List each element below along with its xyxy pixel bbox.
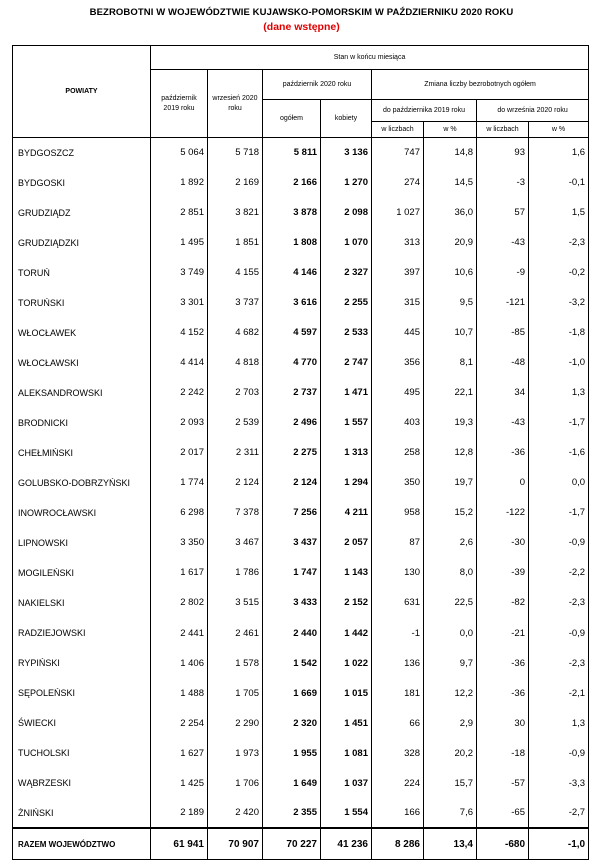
cell-d-l: 66 bbox=[372, 708, 424, 738]
cell-w2020: 2 420 bbox=[208, 798, 263, 828]
cell-p2019: 1 425 bbox=[151, 768, 208, 798]
header-do-wrzesnia-w-liczbach: w liczbach bbox=[477, 122, 529, 138]
cell-w2020: 3 737 bbox=[208, 288, 263, 318]
header-stan: Stan w końcu miesiąca bbox=[151, 46, 589, 70]
table-header bbox=[13, 46, 589, 138]
cell-m-p: 1,3 bbox=[529, 378, 589, 408]
cell-ogolem: 4 597 bbox=[263, 318, 321, 348]
cell-ogolem: 3 878 bbox=[263, 198, 321, 228]
cell-w2020: 2 311 bbox=[208, 438, 263, 468]
cell-kobiety: 1 294 bbox=[321, 468, 372, 498]
cell-ogolem: 7 256 bbox=[263, 498, 321, 528]
cell-name: WĄBRZESKI bbox=[13, 768, 151, 798]
cell-d-p: 20,2 bbox=[424, 738, 477, 768]
cell-m-l: -680 bbox=[477, 828, 529, 859]
cell-name: NAKIELSKI bbox=[13, 588, 151, 618]
cell-m-p: -2,1 bbox=[529, 678, 589, 708]
table-row bbox=[13, 378, 589, 408]
table-row bbox=[13, 138, 589, 168]
cell-m-p: -0,2 bbox=[529, 258, 589, 288]
cell-m-p: -0,9 bbox=[529, 618, 589, 648]
document-title: BEZROBOTNI W WOJEWÓDZTWIE KUJAWSKO-POMORSKIM W PAŹDZIERNIKU 2020 ROKU bbox=[89, 7, 514, 18]
cell-name: CHEŁMIŃSKI bbox=[13, 438, 151, 468]
cell-kobiety: 1 451 bbox=[321, 708, 372, 738]
cell-d-l: 350 bbox=[372, 468, 424, 498]
cell-name: BYDGOSKI bbox=[13, 168, 151, 198]
table-row bbox=[13, 588, 589, 618]
cell-m-p: 1,5 bbox=[529, 198, 589, 228]
cell-name: WŁOCŁAWSKI bbox=[13, 348, 151, 378]
cell-kobiety: 1 554 bbox=[321, 798, 372, 828]
cell-w2020: 2 703 bbox=[208, 378, 263, 408]
cell-w2020: 70 907 bbox=[208, 828, 263, 859]
cell-kobiety: 1 471 bbox=[321, 378, 372, 408]
cell-kobiety: 1 143 bbox=[321, 558, 372, 588]
cell-ogolem: 4 770 bbox=[263, 348, 321, 378]
cell-p2019: 2 254 bbox=[151, 708, 208, 738]
cell-p2019: 2 017 bbox=[151, 438, 208, 468]
cell-name: BRODNICKI bbox=[13, 408, 151, 438]
cell-d-l: 315 bbox=[372, 288, 424, 318]
cell-kobiety: 1 442 bbox=[321, 618, 372, 648]
cell-m-p: -2,3 bbox=[529, 228, 589, 258]
cell-m-p: -3,3 bbox=[529, 768, 589, 798]
cell-d-l: 87 bbox=[372, 528, 424, 558]
cell-m-l: -121 bbox=[477, 288, 529, 318]
cell-m-p: -0,9 bbox=[529, 738, 589, 768]
cell-p2019: 61 941 bbox=[151, 828, 208, 859]
cell-w2020: 7 378 bbox=[208, 498, 263, 528]
cell-m-p: -2,7 bbox=[529, 798, 589, 828]
cell-name: TORUŃSKI bbox=[13, 288, 151, 318]
cell-name: RAZEM WOJEWÓDZTWO bbox=[13, 828, 151, 859]
cell-d-l: 1 027 bbox=[372, 198, 424, 228]
table-row bbox=[13, 648, 589, 678]
cell-m-l: -36 bbox=[477, 678, 529, 708]
cell-kobiety: 2 747 bbox=[321, 348, 372, 378]
cell-w2020: 3 467 bbox=[208, 528, 263, 558]
cell-ogolem: 1 955 bbox=[263, 738, 321, 768]
cell-m-l: -21 bbox=[477, 618, 529, 648]
cell-ogolem: 2 124 bbox=[263, 468, 321, 498]
cell-kobiety: 1 557 bbox=[321, 408, 372, 438]
cell-kobiety: 3 136 bbox=[321, 138, 372, 168]
cell-ogolem: 2 355 bbox=[263, 798, 321, 828]
table-row bbox=[13, 618, 589, 648]
cell-ogolem: 2 166 bbox=[263, 168, 321, 198]
cell-m-l: -65 bbox=[477, 798, 529, 828]
header-do-pazdziernika-w-procent: w % bbox=[424, 122, 477, 138]
cell-ogolem: 2 496 bbox=[263, 408, 321, 438]
cell-ogolem: 2 320 bbox=[263, 708, 321, 738]
cell-d-p: 7,6 bbox=[424, 798, 477, 828]
cell-name: SĘPOLEŃSKI bbox=[13, 678, 151, 708]
table-row bbox=[13, 528, 589, 558]
total-row bbox=[13, 828, 589, 859]
document-subtitle: (dane wstępne) bbox=[263, 21, 340, 33]
table-row bbox=[13, 258, 589, 288]
cell-p2019: 3 301 bbox=[151, 288, 208, 318]
cell-w2020: 1 851 bbox=[208, 228, 263, 258]
cell-m-l: 93 bbox=[477, 138, 529, 168]
cell-p2019: 2 093 bbox=[151, 408, 208, 438]
cell-m-l: -82 bbox=[477, 588, 529, 618]
cell-m-l: -30 bbox=[477, 528, 529, 558]
cell-ogolem: 1 649 bbox=[263, 768, 321, 798]
header-do-pazdziernika-w-liczbach: w liczbach bbox=[372, 122, 424, 138]
table-row bbox=[13, 738, 589, 768]
cell-d-l: 356 bbox=[372, 348, 424, 378]
cell-ogolem: 5 811 bbox=[263, 138, 321, 168]
cell-m-p: -1,6 bbox=[529, 438, 589, 468]
cell-w2020: 1 578 bbox=[208, 648, 263, 678]
cell-m-l: -3 bbox=[477, 168, 529, 198]
cell-p2019: 2 242 bbox=[151, 378, 208, 408]
cell-ogolem: 3 433 bbox=[263, 588, 321, 618]
cell-kobiety: 1 313 bbox=[321, 438, 372, 468]
header-zmiana: Zmiana liczby bezrobotnych ogółem bbox=[372, 70, 589, 100]
cell-w2020: 1 706 bbox=[208, 768, 263, 798]
cell-p2019: 6 298 bbox=[151, 498, 208, 528]
cell-m-p: -1,7 bbox=[529, 408, 589, 438]
cell-name: RADZIEJOWSKI bbox=[13, 618, 151, 648]
cell-m-l: -85 bbox=[477, 318, 529, 348]
cell-p2019: 4 152 bbox=[151, 318, 208, 348]
cell-name: BYDGOSZCZ bbox=[13, 138, 151, 168]
cell-m-l: -43 bbox=[477, 228, 529, 258]
table-row bbox=[13, 198, 589, 228]
cell-m-l: -36 bbox=[477, 648, 529, 678]
cell-d-l: 8 286 bbox=[372, 828, 424, 859]
cell-m-p: -0,1 bbox=[529, 168, 589, 198]
cell-d-p: 10,6 bbox=[424, 258, 477, 288]
cell-d-p: 12,8 bbox=[424, 438, 477, 468]
cell-m-l: -48 bbox=[477, 348, 529, 378]
table-row bbox=[13, 798, 589, 828]
cell-kobiety: 2 098 bbox=[321, 198, 372, 228]
header-do-wrzesnia: do września 2020 roku bbox=[477, 100, 589, 122]
cell-d-p: 2,9 bbox=[424, 708, 477, 738]
cell-name: RYPIŃSKI bbox=[13, 648, 151, 678]
cell-name: LIPNOWSKI bbox=[13, 528, 151, 558]
cell-d-l: 274 bbox=[372, 168, 424, 198]
cell-m-p: -1,8 bbox=[529, 318, 589, 348]
cell-p2019: 2 441 bbox=[151, 618, 208, 648]
cell-m-l: 57 bbox=[477, 198, 529, 228]
cell-d-l: 631 bbox=[372, 588, 424, 618]
cell-kobiety: 2 255 bbox=[321, 288, 372, 318]
cell-p2019: 2 189 bbox=[151, 798, 208, 828]
cell-name: ŻNIŃSKI bbox=[13, 798, 151, 828]
cell-w2020: 1 786 bbox=[208, 558, 263, 588]
cell-ogolem: 3 616 bbox=[263, 288, 321, 318]
cell-d-p: 13,4 bbox=[424, 828, 477, 859]
cell-d-p: 19,7 bbox=[424, 468, 477, 498]
table-row bbox=[13, 468, 589, 498]
cell-kobiety: 2 327 bbox=[321, 258, 372, 288]
cell-d-p: 12,2 bbox=[424, 678, 477, 708]
cell-m-l: 34 bbox=[477, 378, 529, 408]
header-do-wrzesnia-w-procent: w % bbox=[529, 122, 589, 138]
cell-m-l: 30 bbox=[477, 708, 529, 738]
cell-d-l: 136 bbox=[372, 648, 424, 678]
cell-d-l: 958 bbox=[372, 498, 424, 528]
cell-w2020: 2 461 bbox=[208, 618, 263, 648]
cell-d-p: 22,1 bbox=[424, 378, 477, 408]
cell-w2020: 2 124 bbox=[208, 468, 263, 498]
cell-d-p: 9,5 bbox=[424, 288, 477, 318]
header-kobiety: kobiety bbox=[321, 100, 372, 138]
cell-m-l: -43 bbox=[477, 408, 529, 438]
table-row bbox=[13, 708, 589, 738]
cell-kobiety: 2 533 bbox=[321, 318, 372, 348]
cell-w2020: 5 718 bbox=[208, 138, 263, 168]
cell-d-l: 130 bbox=[372, 558, 424, 588]
table-row bbox=[13, 768, 589, 798]
cell-d-l: 495 bbox=[372, 378, 424, 408]
cell-d-p: 9,7 bbox=[424, 648, 477, 678]
cell-d-p: 8,0 bbox=[424, 558, 477, 588]
cell-name: GRUDZIĄDZ bbox=[13, 198, 151, 228]
cell-d-p: 36,0 bbox=[424, 198, 477, 228]
unemployment-table bbox=[12, 45, 589, 860]
cell-m-p: 1,3 bbox=[529, 708, 589, 738]
cell-ogolem: 70 227 bbox=[263, 828, 321, 859]
cell-name: MOGILEŃSKI bbox=[13, 558, 151, 588]
cell-ogolem: 2 737 bbox=[263, 378, 321, 408]
cell-name: ŚWIECKI bbox=[13, 708, 151, 738]
cell-d-p: 8,1 bbox=[424, 348, 477, 378]
cell-w2020: 4 818 bbox=[208, 348, 263, 378]
cell-m-p: -2,3 bbox=[529, 588, 589, 618]
cell-p2019: 1 406 bbox=[151, 648, 208, 678]
cell-d-l: 747 bbox=[372, 138, 424, 168]
cell-d-p: 15,7 bbox=[424, 768, 477, 798]
cell-kobiety: 1 015 bbox=[321, 678, 372, 708]
cell-d-l: 328 bbox=[372, 738, 424, 768]
cell-m-p: -1,0 bbox=[529, 348, 589, 378]
table-row bbox=[13, 498, 589, 528]
cell-d-p: 14,8 bbox=[424, 138, 477, 168]
cell-w2020: 2 169 bbox=[208, 168, 263, 198]
cell-p2019: 2 851 bbox=[151, 198, 208, 228]
cell-p2019: 1 617 bbox=[151, 558, 208, 588]
cell-d-l: 258 bbox=[372, 438, 424, 468]
cell-m-l: -39 bbox=[477, 558, 529, 588]
header-ogolem: ogółem bbox=[263, 100, 321, 138]
cell-m-l: 0 bbox=[477, 468, 529, 498]
cell-d-p: 22,5 bbox=[424, 588, 477, 618]
cell-d-p: 2,6 bbox=[424, 528, 477, 558]
cell-name: INOWROCŁAWSKI bbox=[13, 498, 151, 528]
table-row bbox=[13, 228, 589, 258]
cell-kobiety: 4 211 bbox=[321, 498, 372, 528]
cell-d-p: 15,2 bbox=[424, 498, 477, 528]
table-row bbox=[13, 558, 589, 588]
cell-p2019: 1 495 bbox=[151, 228, 208, 258]
cell-m-p: -2,3 bbox=[529, 648, 589, 678]
cell-d-l: 445 bbox=[372, 318, 424, 348]
table-row bbox=[13, 348, 589, 378]
cell-m-l: -57 bbox=[477, 768, 529, 798]
cell-kobiety: 1 037 bbox=[321, 768, 372, 798]
table-row bbox=[13, 288, 589, 318]
cell-kobiety: 2 057 bbox=[321, 528, 372, 558]
table-row bbox=[13, 318, 589, 348]
cell-ogolem: 2 440 bbox=[263, 618, 321, 648]
cell-m-p: -1,7 bbox=[529, 498, 589, 528]
cell-d-l: 313 bbox=[372, 228, 424, 258]
cell-d-p: 0,0 bbox=[424, 618, 477, 648]
cell-kobiety: 2 152 bbox=[321, 588, 372, 618]
cell-m-l: -122 bbox=[477, 498, 529, 528]
cell-m-l: -36 bbox=[477, 438, 529, 468]
cell-w2020: 2 539 bbox=[208, 408, 263, 438]
cell-d-l: 403 bbox=[372, 408, 424, 438]
cell-p2019: 1 627 bbox=[151, 738, 208, 768]
cell-ogolem: 3 437 bbox=[263, 528, 321, 558]
cell-p2019: 3 350 bbox=[151, 528, 208, 558]
cell-w2020: 2 290 bbox=[208, 708, 263, 738]
cell-kobiety: 1 081 bbox=[321, 738, 372, 768]
cell-p2019: 3 749 bbox=[151, 258, 208, 288]
table-body bbox=[13, 138, 589, 860]
cell-d-p: 10,7 bbox=[424, 318, 477, 348]
table-row bbox=[13, 438, 589, 468]
cell-m-p: -1,0 bbox=[529, 828, 589, 859]
cell-d-l: 181 bbox=[372, 678, 424, 708]
header-pazdziernik-2020: październik 2020 roku bbox=[263, 70, 372, 100]
cell-ogolem: 1 747 bbox=[263, 558, 321, 588]
cell-d-l: 397 bbox=[372, 258, 424, 288]
header-wrzesien-2020: wrzesień 2020 roku bbox=[208, 70, 263, 138]
cell-w2020: 3 821 bbox=[208, 198, 263, 228]
cell-ogolem: 4 146 bbox=[263, 258, 321, 288]
table-row bbox=[13, 678, 589, 708]
cell-d-l: -1 bbox=[372, 618, 424, 648]
cell-m-p: -0,9 bbox=[529, 528, 589, 558]
header-pazdziernik-2019: październik 2019 roku bbox=[151, 70, 208, 138]
cell-name: GOLUBSKO-DOBRZYŃSKI bbox=[13, 468, 151, 498]
cell-p2019: 1 892 bbox=[151, 168, 208, 198]
cell-ogolem: 1 808 bbox=[263, 228, 321, 258]
cell-m-l: -18 bbox=[477, 738, 529, 768]
table-row bbox=[13, 408, 589, 438]
cell-m-p: -3,2 bbox=[529, 288, 589, 318]
cell-w2020: 1 973 bbox=[208, 738, 263, 768]
cell-d-p: 19,3 bbox=[424, 408, 477, 438]
cell-p2019: 1 774 bbox=[151, 468, 208, 498]
cell-m-p: -2,2 bbox=[529, 558, 589, 588]
cell-kobiety: 1 022 bbox=[321, 648, 372, 678]
cell-name: TUCHOLSKI bbox=[13, 738, 151, 768]
cell-p2019: 1 488 bbox=[151, 678, 208, 708]
table-row bbox=[13, 168, 589, 198]
cell-kobiety: 41 236 bbox=[321, 828, 372, 859]
cell-m-p: 0,0 bbox=[529, 468, 589, 498]
cell-p2019: 4 414 bbox=[151, 348, 208, 378]
cell-w2020: 3 515 bbox=[208, 588, 263, 618]
cell-p2019: 2 802 bbox=[151, 588, 208, 618]
cell-name: WŁOCŁAWEK bbox=[13, 318, 151, 348]
cell-ogolem: 1 669 bbox=[263, 678, 321, 708]
cell-d-l: 166 bbox=[372, 798, 424, 828]
cell-kobiety: 1 270 bbox=[321, 168, 372, 198]
cell-ogolem: 1 542 bbox=[263, 648, 321, 678]
cell-d-p: 20,9 bbox=[424, 228, 477, 258]
cell-m-p: 1,6 bbox=[529, 138, 589, 168]
header-do-pazdziernika: do października 2019 roku bbox=[372, 100, 477, 122]
cell-name: GRUDZIĄDZKI bbox=[13, 228, 151, 258]
cell-name: TORUŃ bbox=[13, 258, 151, 288]
cell-kobiety: 1 070 bbox=[321, 228, 372, 258]
cell-m-l: -9 bbox=[477, 258, 529, 288]
cell-d-p: 14,5 bbox=[424, 168, 477, 198]
cell-p2019: 5 064 bbox=[151, 138, 208, 168]
cell-name: ALEKSANDROWSKI bbox=[13, 378, 151, 408]
cell-d-l: 224 bbox=[372, 768, 424, 798]
cell-ogolem: 2 275 bbox=[263, 438, 321, 468]
cell-w2020: 1 705 bbox=[208, 678, 263, 708]
cell-w2020: 4 155 bbox=[208, 258, 263, 288]
cell-w2020: 4 682 bbox=[208, 318, 263, 348]
header-powiaty: POWIATY bbox=[13, 46, 151, 138]
